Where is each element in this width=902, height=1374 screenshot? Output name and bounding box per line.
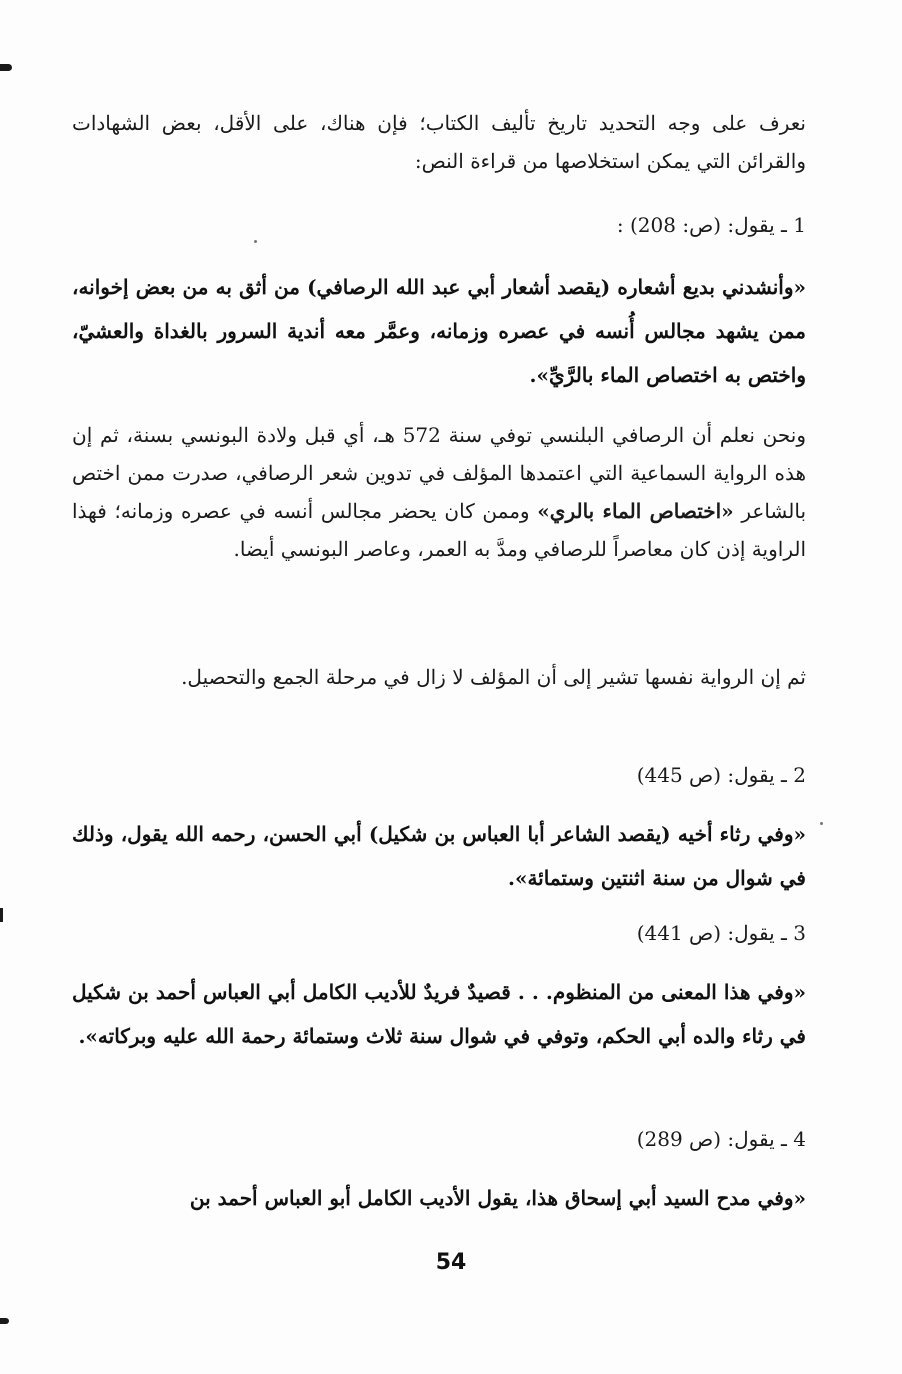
page-number: 54 <box>435 1250 467 1275</box>
scan-margin-mark-middle <box>0 908 3 922</box>
citation-4: 4 ـ يقول: (ص 289) <box>636 1127 806 1151</box>
quote-2: «وفي رثاء أخيه (يقصد الشاعر أبا العباس بن شكيل) أبي الحسن، رحمه الله يقول، وذلك في شوال من سنة اثنتين وستمائة». <box>72 822 806 890</box>
conclusion-paragraph: ثم إن الرواية نفسها تشير إلى أن المؤلف لا زال في مرحلة الجمع والتحصيل. <box>181 665 806 689</box>
scan-margin-mark-bottom <box>0 1318 9 1324</box>
analysis-bold-phrase: «اختصاص الماء بالري» <box>537 499 734 523</box>
citation-1: 1 ـ يقول: (ص: 208) : <box>616 213 806 237</box>
analysis-text-end: وممن كان يحضر مجالس أنسه في عصره وزمانه؛ فهذا الراوية إذن كان معاصراً للرصافي ومدَّ به العمر، وعاصر البونسي أيضا. <box>72 499 806 561</box>
scan-speck <box>820 822 823 825</box>
quote-4: «وفي مدح السيد أبي إسحاق هذا، يقول الأديب الكامل أبو العباس أحمد بن <box>189 1186 806 1210</box>
analysis-text-start: ونحن نعلم أن الرصافي البلنسي توفي سنة 572 هـ، أي قبل ولادة البونسي بسنة، ثم إن هذه الرواية السماعية التي اعتمدها المؤلف في تدوين شعر الرصافي، صدرت ممن اختص بالشاعر <box>72 423 807 523</box>
analysis-paragraph <box>72 416 806 568</box>
quote-3: «وفي هذا المعنى من المنظوم. . . قصيدٌ فريدٌ للأديب الكامل أبي العباس أحمد بن شكيل في رثاء والده أبي الحكم، وتوفي في شوال سنة ثلاث وستمائة رحمة الله عليه وبركاته». <box>72 980 806 1048</box>
quote-1: «وأنشدني بديع أشعاره (يقصد أشعار أبي عبد الله الرصافي) من أثق به من بعض إخوانه، ممن يشهد مجالس أُنسه في عصره وزمانه، وعمَّر معه أندية السرور بالغداة والعشيّ، واختص به اختصاص الماء بالرَّيِّ». <box>72 275 806 387</box>
scan-speck <box>254 240 257 243</box>
intro-paragraph: نعرف على وجه التحديد تاريخ تأليف الكتاب؛ فإن هناك، على الأقل، بعض الشهادات والقرائن التي يمكن استخلاصها من قراءة النص: <box>72 111 806 173</box>
citation-2: 2 ـ يقول: (ص 445) <box>636 763 806 787</box>
scan-margin-mark-top <box>0 64 12 71</box>
citation-3: 3 ـ يقول: (ص 441) <box>636 921 806 945</box>
